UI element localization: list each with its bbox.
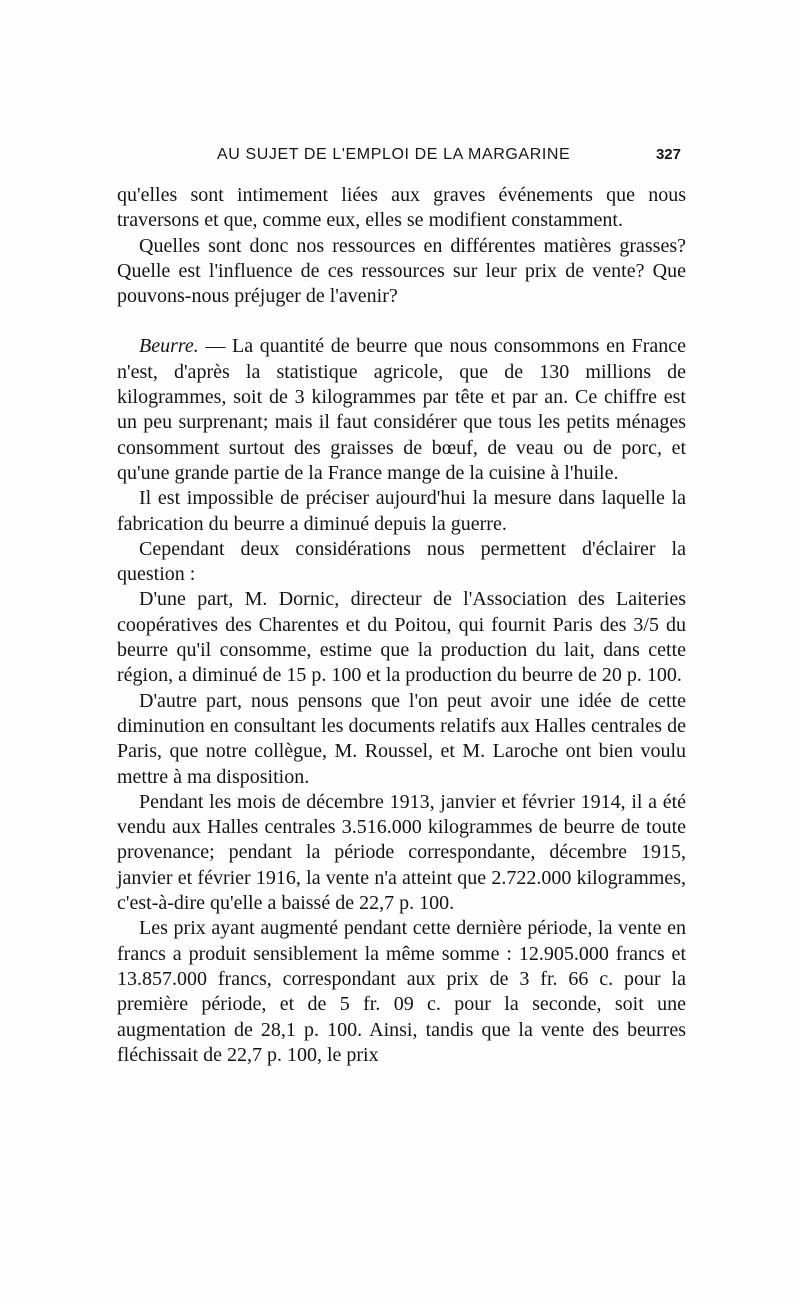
paragraph-9: Les prix ayant augmenté pendant cette dernière période, la vente en francs a produit sensiblement la même somme : 12.905.000 francs et 13.857.000 francs, correspondant aux prix de 3 fr. 66 c. pour la première période, et de 5 fr. 09 c. pour la seconde, soit une augmentation de 28,1 p. 100. Ainsi, tandis que la vente des beurres fléchissait de 22,7 p. 100, le prix <box>117 917 686 1066</box>
paragraph-2: Quelles sont donc nos ressources en différentes matières grasses? Quelle est l'influence de ces ressources sur leur prix de vente? Que pouvons-nous préjuger de l'avenir? <box>117 234 686 308</box>
section-title-beurre: Beurre. <box>139 335 199 358</box>
paragraph-7: D'autre part, nous pensons que l'on peut avoir une idée de cette diminution en consultant les documents relatifs aux Halles centrales de Paris, que notre collègue, M. Roussel, et M. Laroche ont bien voulu mettre à ma disposition. <box>117 689 686 788</box>
paragraph-6: D'une part, M. Dornic, directeur de l'Association des Laiteries coopératives des Charentes et du Poitou, qui fournit Paris des 3/5 du beurre qu'il consomme, estime que la production du lait, dans cette région, a diminué de 15 p. 100 et la production du beurre de 20 p. 100. <box>117 588 686 687</box>
running-head <box>117 146 687 170</box>
paragraph-1: qu'elles sont intimement liées aux graves événements que nous traversons et que, comme eux, elles se modifient constamment. <box>117 184 686 232</box>
running-title: AU SUJET DE L'EMPLOI DE LA MARGARINE <box>217 146 571 163</box>
paragraph-5: Cependant deux considérations nous permettent d'éclairer la question : <box>117 537 686 586</box>
paragraph-4: Il est impossible de préciser aujourd'hui la mesure dans laquelle la fabrication du beurre a diminué depuis la guerre. <box>117 487 686 535</box>
paragraph-3-text: — La quantité de beurre que nous consommons en France n'est, d'après la statistique agricole, que de 130 millions de kilogrammes, soit de 3 kilogrammes par tête et par an. Ce chiffre est un peu surprenant; mais il faut considérer que tous les petits ménages consomment surtout des graisses de bœuf, de veau ou de porc, et qu'une grande partie de la France mange de la cuisine à l'huile. <box>117 335 686 484</box>
body-text <box>117 183 686 1068</box>
paragraph-3 <box>117 334 686 486</box>
paragraph-8: Pendant les mois de décembre 1913, janvier et février 1914, il a été vendu aux Halles centrales 3.516.000 kilogrammes de beurre de toute provenance; pendant la période correspondante, décembre 1915, janvier et février 1916, la vente n'a atteint que 2.722.000 kilogrammes, c'est-à-dire qu'elle a baissé de 22,7 p. 100. <box>117 790 686 915</box>
page-number: 327 <box>655 146 681 163</box>
